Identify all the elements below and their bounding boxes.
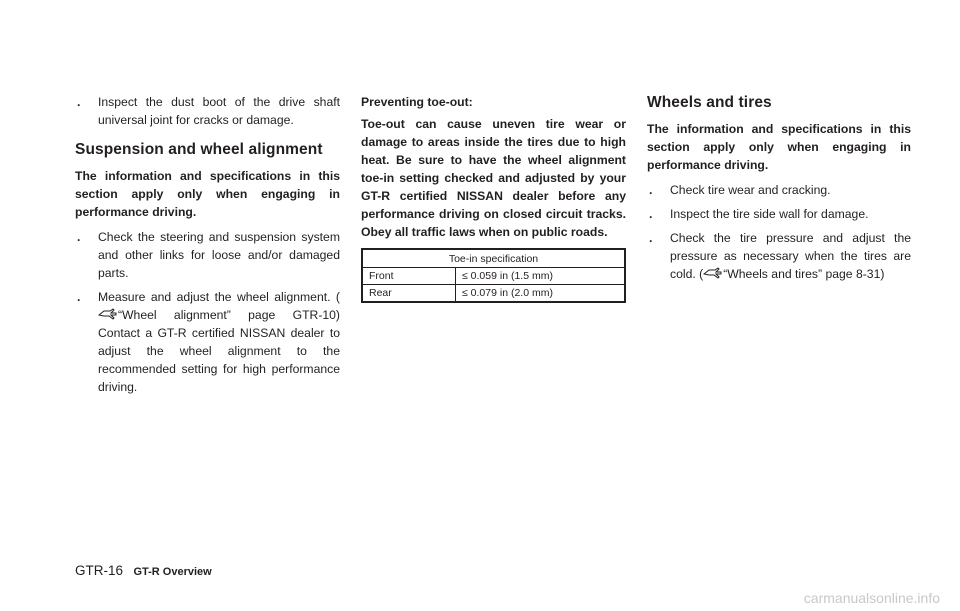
bullet-text: Check the steering and suspension system and other links for loose and/or damaged parts.: [98, 230, 340, 280]
bullet-text-pre: Measure and adjust the wheel alignment. (: [98, 290, 340, 304]
page-footer: [75, 562, 212, 580]
intro-wheels-tires: The information and specifications in this section apply only when engaging in performance driving.: [647, 122, 911, 172]
bullet-side-wall: [647, 205, 911, 223]
bullet-text-pre: Check the tire pressure and adjust the pressure as necessary when the tires are cold. (: [670, 231, 911, 281]
bullet-marker: .: [77, 290, 81, 304]
bullet-marker: .: [77, 95, 81, 109]
bullet-text-ref: “Wheel alignment” page GTR-10): [118, 308, 340, 322]
bullet-text: Check tire wear and cracking.: [670, 183, 831, 197]
page-reference-icon: [98, 307, 118, 319]
bullet-marker: .: [649, 231, 653, 245]
bullet-text-ref: “Wheels and tires” page 8-31): [723, 267, 885, 281]
bullet-tire-pressure: [647, 229, 911, 283]
heading-suspension: Suspension and wheel alignment: [75, 141, 323, 158]
bullet-steering: [75, 228, 340, 282]
table-row: [362, 268, 625, 285]
table-cell-label: Rear: [362, 285, 456, 303]
column-right: [647, 93, 911, 289]
table-cell-value: ≤ 0.059 in (1.5 mm): [456, 268, 626, 285]
table-cell-value: ≤ 0.079 in (2.0 mm): [462, 287, 553, 299]
bullet-tire-wear: [647, 181, 911, 199]
heading-toe-out: Preventing toe-out:: [361, 95, 473, 109]
bullet-marker: .: [649, 183, 653, 197]
intro-suspension: The information and specifications in this section apply only when engaging in performance driving.: [75, 169, 340, 219]
page-reference-icon: [703, 266, 723, 278]
page-number: GTR-16: [75, 563, 124, 578]
bullet-marker: .: [77, 230, 81, 244]
column-left: [75, 93, 340, 402]
watermark: carmanualsonline.info: [803, 590, 940, 606]
table-row: [362, 285, 625, 303]
bullet-text-post: Contact a GT-R certified NISSAN dealer to adjust the wheel alignment to the recommended setting for high performance driving.: [98, 326, 340, 394]
bullet-measure: [75, 288, 340, 396]
section-title: GT-R Overview: [133, 566, 212, 578]
table-header-row: [362, 249, 625, 268]
warning-toe-out: Toe-out can cause uneven tire wear or damage to areas inside the tires due to high heat. Be sure to have the wheel alignment toe-in setting checked and adjusted by your GT-R certified NISSAN dealer before any performance driving on closed circuit tracks. Obey all traffic laws when on public roads.: [361, 117, 626, 239]
heading-wheels-tires: Wheels and tires: [647, 94, 772, 111]
bullet-text: Inspect the dust boot of the drive shaft universal joint for cracks or damage.: [98, 95, 340, 127]
table-cell-label: Front: [362, 268, 456, 285]
toe-in-table: [361, 248, 626, 303]
bullet-text: Inspect the tire side wall for damage.: [670, 207, 869, 221]
table-title: Toe-in specification: [362, 249, 625, 268]
column-middle: [361, 93, 626, 303]
bullet-dust-boot: [75, 93, 340, 129]
bullet-marker: .: [649, 207, 653, 221]
